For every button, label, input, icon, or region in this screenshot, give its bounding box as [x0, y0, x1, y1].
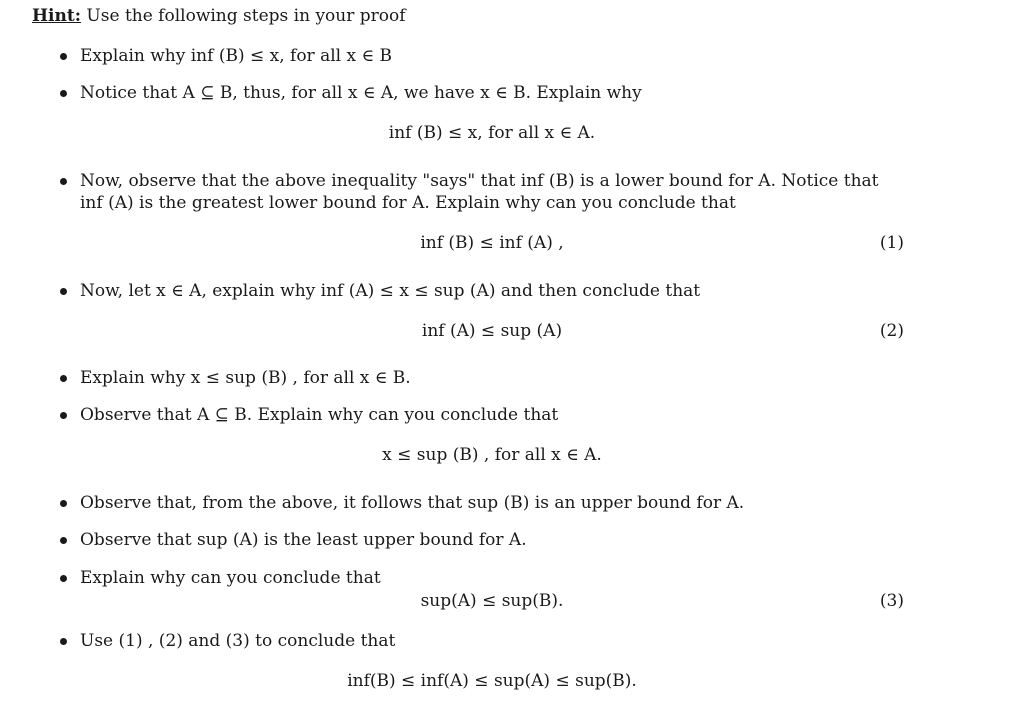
- hint-intro: Use the following steps in your proof: [86, 6, 406, 26]
- bullet-9: [60, 575, 67, 582]
- step-3-display: inf (B) ≤ inf (A) ,: [420, 233, 564, 253]
- bullet-8: [60, 537, 67, 544]
- step-4-text: Now, let x ∈ A, explain why inf (A) ≤ x ≤ sup (A) and then conclude that: [80, 281, 701, 301]
- bullet-5: [60, 375, 67, 382]
- step-9-text: Explain why can you conclude that: [80, 568, 381, 588]
- step-1-text: Explain why inf (B) ≤ x, for all x ∈ B: [80, 46, 392, 66]
- bullet-4: [60, 288, 67, 295]
- step-9-display: sup(A) ≤ sup(B).: [420, 591, 564, 611]
- equation-number-2: (2): [879, 321, 904, 341]
- bullet-7: [60, 500, 67, 507]
- bullet-6: [60, 412, 67, 419]
- equation-number-1: (1): [879, 233, 904, 253]
- bullet-10: [60, 638, 67, 645]
- equation-number-3: (3): [879, 591, 904, 611]
- step-2-text: Notice that A ⊆ B, thus, for all x ∈ A, we have x ∈ B. Explain why: [80, 83, 642, 103]
- bullet-3: [60, 178, 67, 185]
- hint-label: Hint:: [32, 6, 82, 26]
- bullet-1: [60, 53, 67, 60]
- step-10-text: Use (1) , (2) and (3) to conclude that: [80, 631, 396, 651]
- hint-heading: [32, 6, 406, 26]
- step-6-text: Observe that A ⊆ B. Explain why can you conclude that: [80, 405, 559, 425]
- step-3-text: Now, observe that the above inequality "says" that inf (B) is a lower bound for A. Notice that: [80, 171, 879, 191]
- step-8-text: Observe that sup (A) is the least upper bound for A.: [80, 530, 527, 550]
- step-4-display: inf (A) ≤ sup (A): [421, 321, 563, 341]
- step-3-text-cont: inf (A) is the greatest lower bound for A. Explain why can you conclude that: [80, 193, 736, 213]
- step-2-display: inf (B) ≤ x, for all x ∈ A.: [388, 123, 596, 143]
- bullet-2: [60, 90, 67, 97]
- step-5-text: Explain why x ≤ sup (B) , for all x ∈ B.: [80, 368, 411, 388]
- step-10-display: inf(B) ≤ inf(A) ≤ sup(A) ≤ sup(B).: [347, 671, 637, 691]
- step-7-text: Observe that, from the above, it follows that sup (B) is an upper bound for A.: [80, 493, 745, 513]
- step-6-display: x ≤ sup (B) , for all x ∈ A.: [382, 445, 602, 465]
